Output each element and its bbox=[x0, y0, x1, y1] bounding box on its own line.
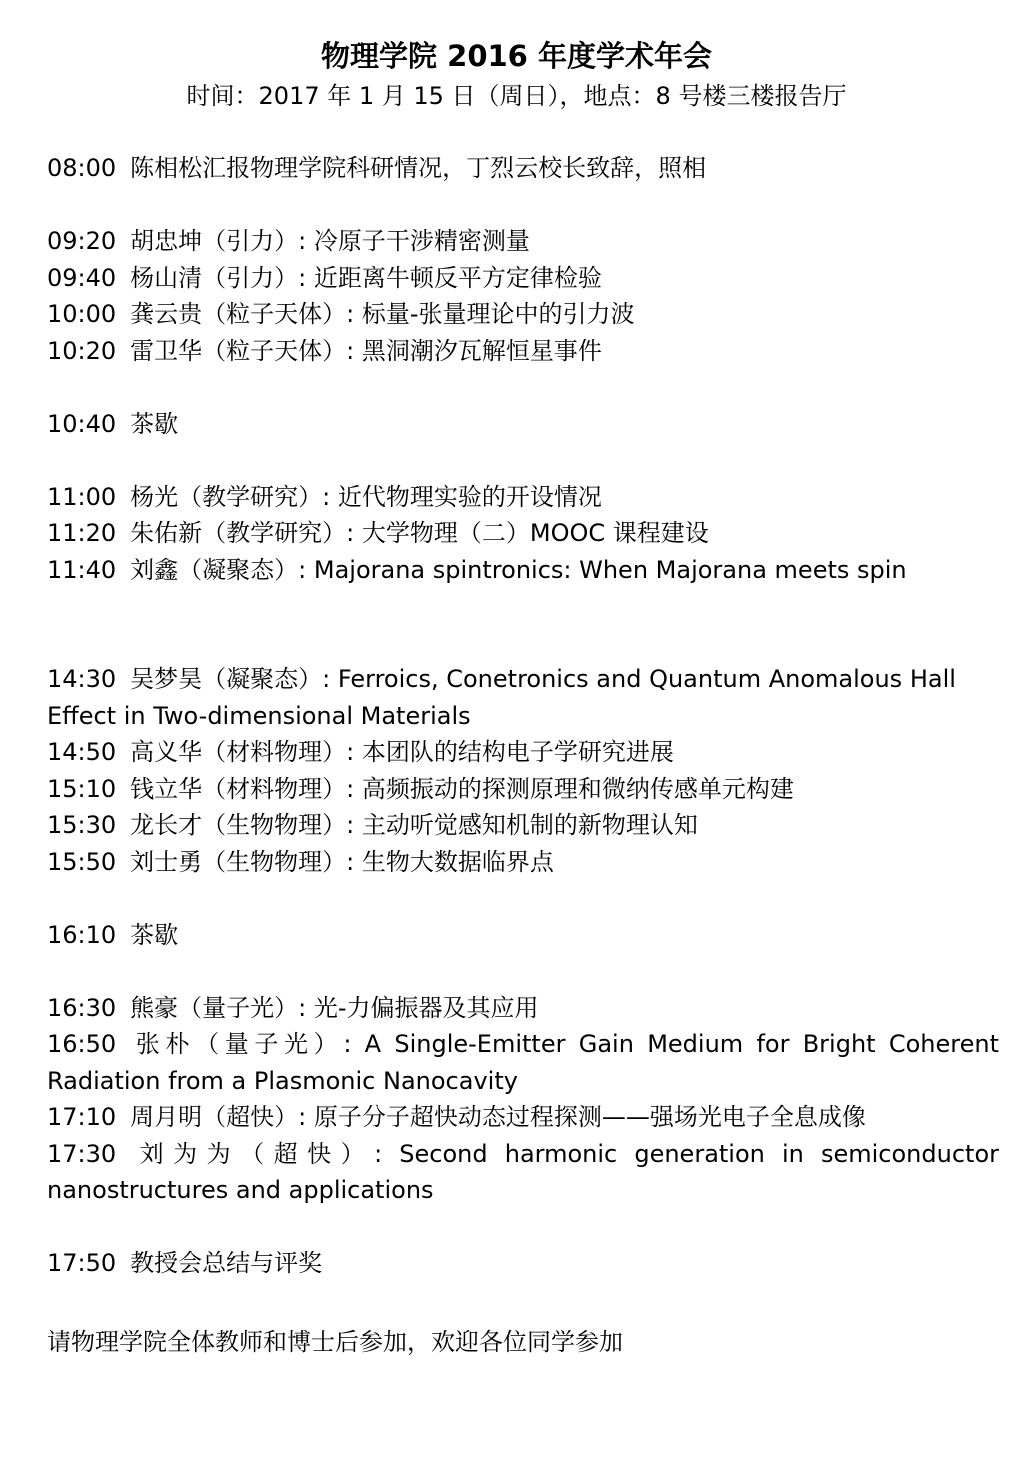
schedule-item bbox=[47, 1136, 999, 1209]
schedule-time: 15:10 bbox=[47, 774, 117, 803]
schedule-time: 17:50 bbox=[47, 1249, 117, 1277]
schedule-item-break bbox=[47, 406, 999, 443]
schedule-item bbox=[47, 990, 999, 1027]
schedule-text: 杨光（教学研究）: 近代物理实验的开设情况 bbox=[130, 482, 602, 511]
schedule-time: 11:00 bbox=[47, 482, 117, 511]
schedule-time: 10:20 bbox=[47, 336, 117, 365]
schedule-text: 杨山清（引力）: 近距离牛顿反平方定律检验 bbox=[130, 263, 602, 292]
schedule-time: 14:30 bbox=[47, 665, 117, 693]
schedule-text: 朱佑新（教学研究）: 大学物理（二）MOOC 课程建设 bbox=[130, 519, 709, 547]
schedule-time: 15:50 bbox=[47, 847, 117, 876]
schedule-item bbox=[47, 333, 999, 370]
schedule-text: 钱立华（材料物理）: 高频振动的探测原理和微纳传感单元构建 bbox=[130, 774, 794, 803]
page-title: 物理学院 2016 年度学术年会 bbox=[321, 39, 712, 73]
schedule-item bbox=[47, 223, 999, 260]
page-subtitle: 时间：2017 年 1 月 15 日（周日），地点：8 号楼三楼报告厅 bbox=[186, 82, 847, 110]
schedule-text: 茶歇 bbox=[130, 409, 179, 438]
schedule-time: 16:10 bbox=[47, 920, 117, 949]
schedule-item-break bbox=[47, 917, 999, 954]
schedule-text: 龚云贵（粒子天体）: 标量-张量理论中的引力波 bbox=[130, 300, 635, 328]
schedule-item bbox=[47, 661, 999, 734]
schedule-text: 龙长才（生物物理）: 主动听觉感知机制的新物理认知 bbox=[130, 811, 698, 839]
schedule-time: 14:50 bbox=[47, 738, 117, 766]
schedule-item bbox=[47, 734, 999, 771]
schedule-time: 09:40 bbox=[47, 263, 117, 292]
schedule-time: 08:00 bbox=[47, 154, 117, 182]
schedule-time: 16:50 bbox=[47, 1030, 117, 1058]
footer-note: 请物理学院全体教师和博士后参加，欢迎各位同学参加 bbox=[47, 1328, 623, 1356]
schedule-time: 16:30 bbox=[47, 993, 117, 1022]
schedule-text: 雷卫华（粒子天体）: 黑洞潮汐瓦解恒星事件 bbox=[130, 336, 602, 365]
schedule-text: 刘士勇（生物物理）: 生物大数据临界点 bbox=[130, 847, 554, 876]
schedule-item bbox=[47, 807, 999, 844]
schedule-text: 茶歇 bbox=[130, 920, 179, 949]
schedule-item bbox=[47, 552, 999, 589]
schedule-text: 胡忠坤（引力）: 冷原子干涉精密测量 bbox=[130, 227, 530, 255]
schedule-item bbox=[47, 296, 999, 333]
schedule-time: 10:40 bbox=[47, 409, 117, 438]
schedule-time: 17:10 bbox=[47, 1103, 117, 1131]
schedule-item bbox=[47, 1245, 999, 1282]
schedule-time: 11:40 bbox=[47, 555, 117, 584]
schedule-item bbox=[47, 479, 999, 516]
schedule-item bbox=[47, 515, 999, 552]
schedule-text: 教授会总结与评奖 bbox=[130, 1249, 323, 1277]
schedule-item bbox=[47, 150, 999, 187]
schedule-text: 高义华（材料物理）: 本团队的结构电子学研究进展 bbox=[130, 738, 674, 766]
schedule-item bbox=[47, 1099, 999, 1136]
schedule-text: 陈相松汇报物理学院科研情况，丁烈云校长致辞，照相 bbox=[130, 154, 707, 182]
schedule-text: 刘鑫（凝聚态）: Majorana spintronics: When Majorana meets spin bbox=[130, 555, 907, 584]
schedule-time: 09:20 bbox=[47, 227, 117, 255]
schedule-item bbox=[47, 844, 999, 881]
schedule-time: 17:30 bbox=[47, 1139, 117, 1168]
schedule-text: 刘为为（超快）: Second harmonic generation in semiconductor nanostructures and applications bbox=[47, 1139, 999, 1204]
schedule-item bbox=[47, 771, 999, 808]
schedule-item bbox=[47, 260, 999, 297]
schedule-text: 熊豪（量子光）: 光-力偏振器及其应用 bbox=[130, 993, 539, 1022]
schedule-text: 周月明（超快）: 原子分子超快动态过程探测——强场光电子全息成像 bbox=[130, 1103, 866, 1131]
schedule-list bbox=[47, 150, 999, 1282]
schedule-item bbox=[47, 1026, 999, 1099]
schedule-time: 11:20 bbox=[47, 519, 117, 547]
schedule-time: 10:00 bbox=[47, 300, 117, 328]
schedule-text: 吴梦昊（凝聚态）: Ferroics, Conetronics and Quantum Anomalous Hall Effect in Two-dimensional Materials bbox=[47, 665, 956, 730]
schedule-time: 15:30 bbox=[47, 811, 117, 839]
schedule-text: 张朴（量子光）: A Single-Emitter Gain Medium for Bright Coherent Radiation from a Plasmonic Nanocavity bbox=[47, 1030, 999, 1095]
